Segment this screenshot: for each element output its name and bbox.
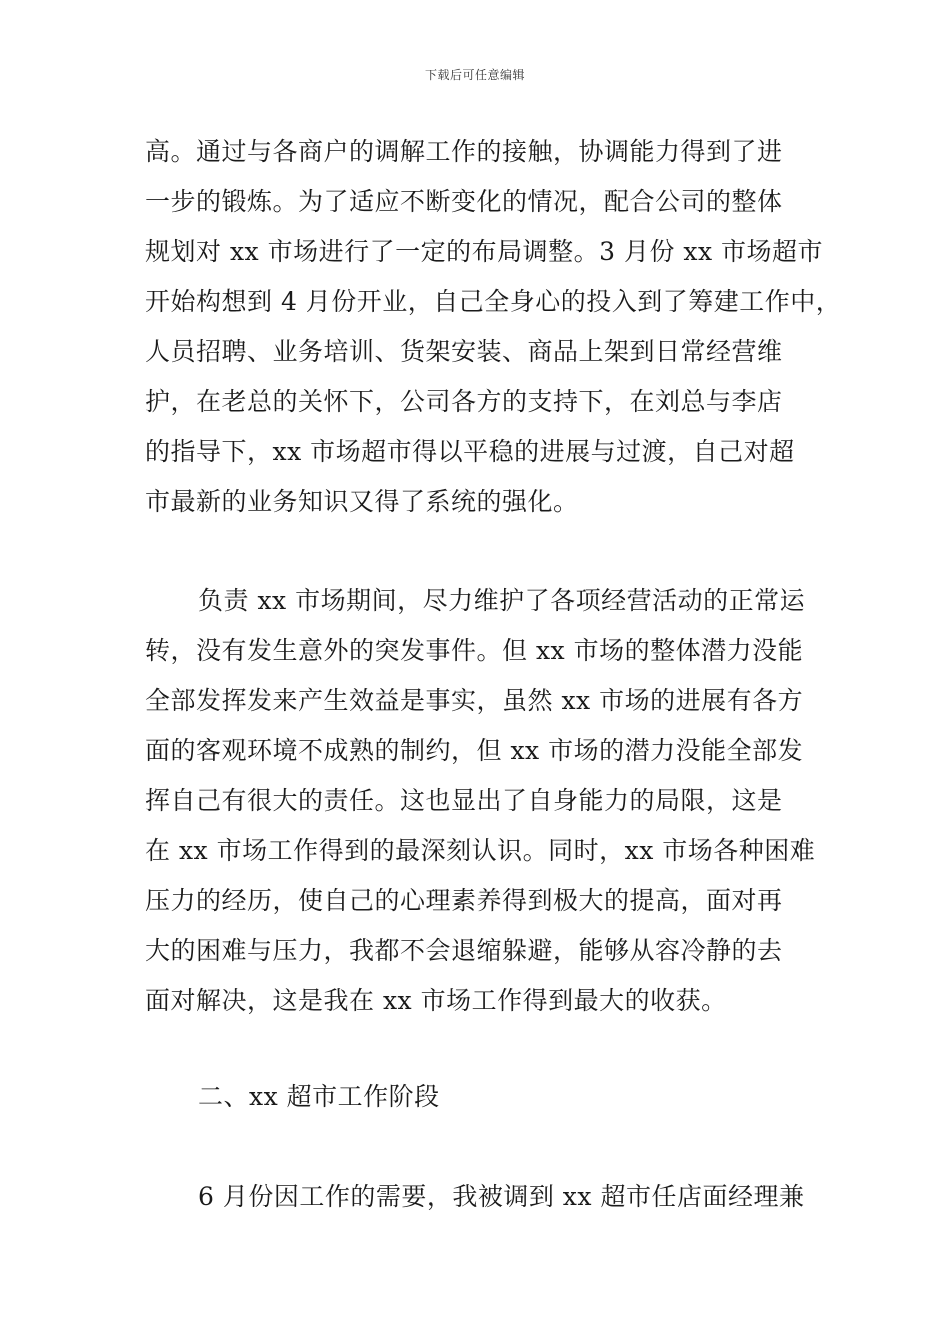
- section-heading: 二、xx 超市工作阶段: [198, 1082, 440, 1111]
- page-header: 下载后可任意编辑: [424, 68, 525, 82]
- paragraph-1-line: 市最新的业务知识又得了系统的强化。: [145, 487, 579, 516]
- paragraph-2-line: 负责 xx 市场期间，尽力维护了各项经营活动的正常运: [198, 586, 806, 615]
- paragraph-2-line: 全部发挥发来产生效益是事实，虽然 xx 市场的进展有各方: [145, 686, 804, 715]
- paragraph-2-line: 挥自己有很大的责任。这也显出了自身能力的局限，这是: [145, 786, 783, 815]
- paragraph-2-line: 压力的经历，使自己的心理素养得到极大的提高，面对再: [145, 886, 783, 915]
- paragraph-1-line: 护，在老总的关怀下，公司各方的支持下，在刘总与李店: [145, 387, 783, 416]
- paragraph-1-line: 开始构想到 4 月份开业，自己全身心的投入到了筹建工作中，: [145, 287, 842, 316]
- paragraph-2-line: 在 xx 市场工作得到的最深刻认识。同时，xx 市场各种困难: [145, 836, 816, 865]
- paragraph-2-line: 大的困难与压力，我都不会退缩躲避，能够从容冷静的去: [145, 936, 783, 965]
- paragraph-2-line: 面的客观环境不成熟的制约，但 xx 市场的潜力没能全部发: [145, 736, 804, 765]
- paragraph-1-line: 人员招聘、业务培训、货架安装、商品上架到日常经营维: [145, 337, 783, 366]
- paragraph-2-line: 转，没有发生意外的突发事件。但 xx 市场的整体潜力没能: [145, 636, 804, 665]
- paragraph-3-line: 6 月份因工作的需要，我被调到 xx 超市任店面经理兼: [198, 1182, 805, 1211]
- paragraph-2-line: 面对解决，这是我在 xx 市场工作得到最大的收获。: [145, 986, 727, 1015]
- paragraph-1-line: 高。通过与各商户的调解工作的接触，协调能力得到了进: [145, 137, 783, 166]
- paragraph-1-line: 规划对 xx 市场进行了一定的布局调整。3 月份 xx 市场超市: [145, 237, 824, 266]
- paragraph-1-line: 的指导下，xx 市场超市得以平稳的进展与过渡，自己对超: [145, 437, 795, 466]
- paragraph-1-line: 一步的锻炼。为了适应不断变化的情况，配合公司的整体: [145, 187, 783, 216]
